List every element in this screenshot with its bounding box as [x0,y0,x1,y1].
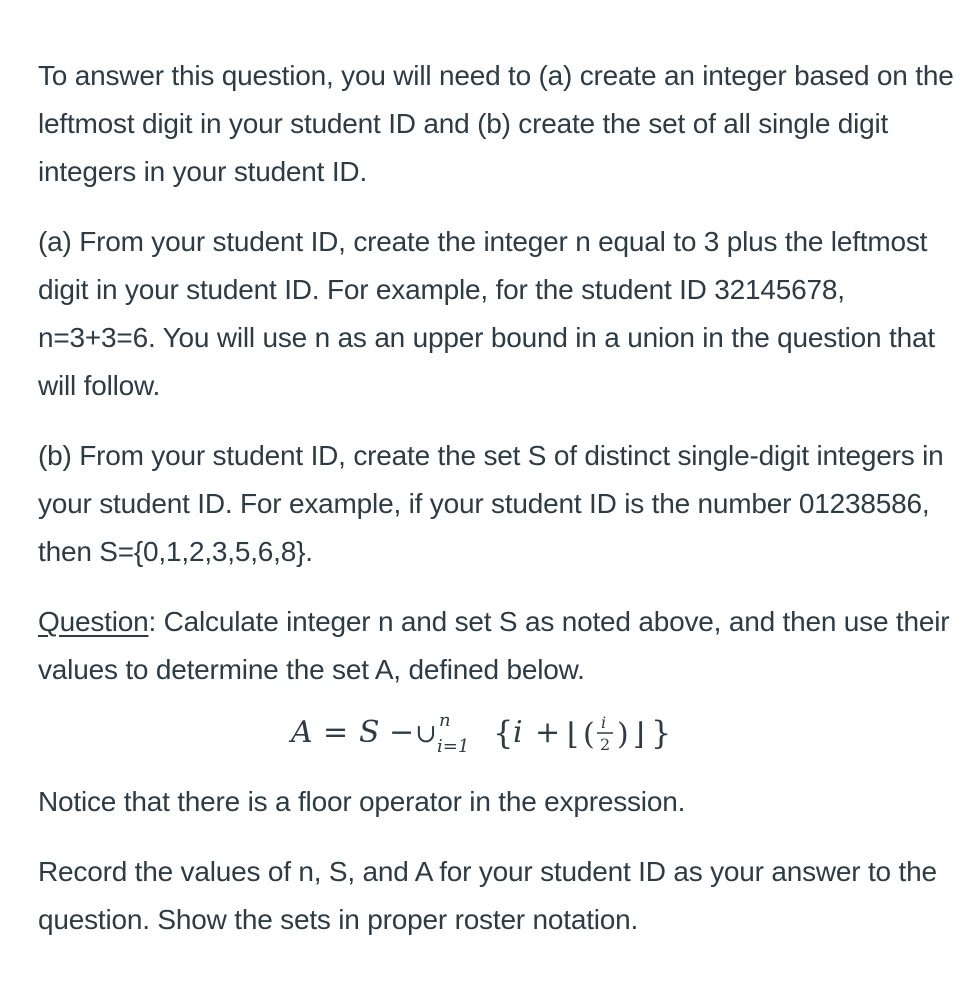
formula-lfloor: ⌊ [567,717,579,752]
formula-frac-num: i [601,713,607,732]
formula-minus: − [389,715,415,750]
question-content [38,52,968,944]
question-label: Question [38,606,149,637]
question-colon: : [148,606,157,637]
formula-i: i [513,715,523,750]
formula-plus: + [535,715,561,750]
set-formula [38,700,968,764]
record-paragraph: Record the values of n, S, and A for your student ID as your answer to the question. Show the sets in proper roster notation. [38,856,937,935]
formula-rparen: ) [617,717,629,752]
question-paragraph [38,598,968,694]
formula-lparen: ( [583,717,595,752]
part-a-paragraph: (a) From your student ID, create the integer n equal to 3 plus the leftmost digit in your student ID. For example, for the student ID 32145678, n=3+3=6. You will use n as an upper bound in a union in the question that will follow. [38,226,935,401]
formula-lower: i=1 [437,736,470,757]
formula-frac-den: 2 [600,735,611,754]
formula-rfloor: ⌋ [633,717,645,752]
notice-paragraph: Notice that there is a floor operator in the expression. [38,786,686,817]
formula-lbrace: { [493,714,514,752]
formula-set-s: S [359,715,380,750]
formula-rbrace: } [651,714,672,752]
formula-lhs: A [291,715,313,750]
question-text: Calculate integer n and set S as noted above, and then use their values to determine the set A, defined below. [38,606,950,685]
formula-graphic [283,700,743,764]
formula-union: ∪ [415,719,437,749]
formula-upper: n [439,710,451,731]
part-b-paragraph: (b) From your student ID, create the set S of distinct single-digit integers in your student ID. For example, if your student ID is the number 01238586, then S={0,1,2,3,5,6,8}. [38,440,944,567]
intro-paragraph: To answer this question, you will need to (a) create an integer based on the leftmost digit in your student ID and (b) create the set of all single digit integers in your student ID. [38,60,954,187]
formula-equals: = [323,715,349,750]
